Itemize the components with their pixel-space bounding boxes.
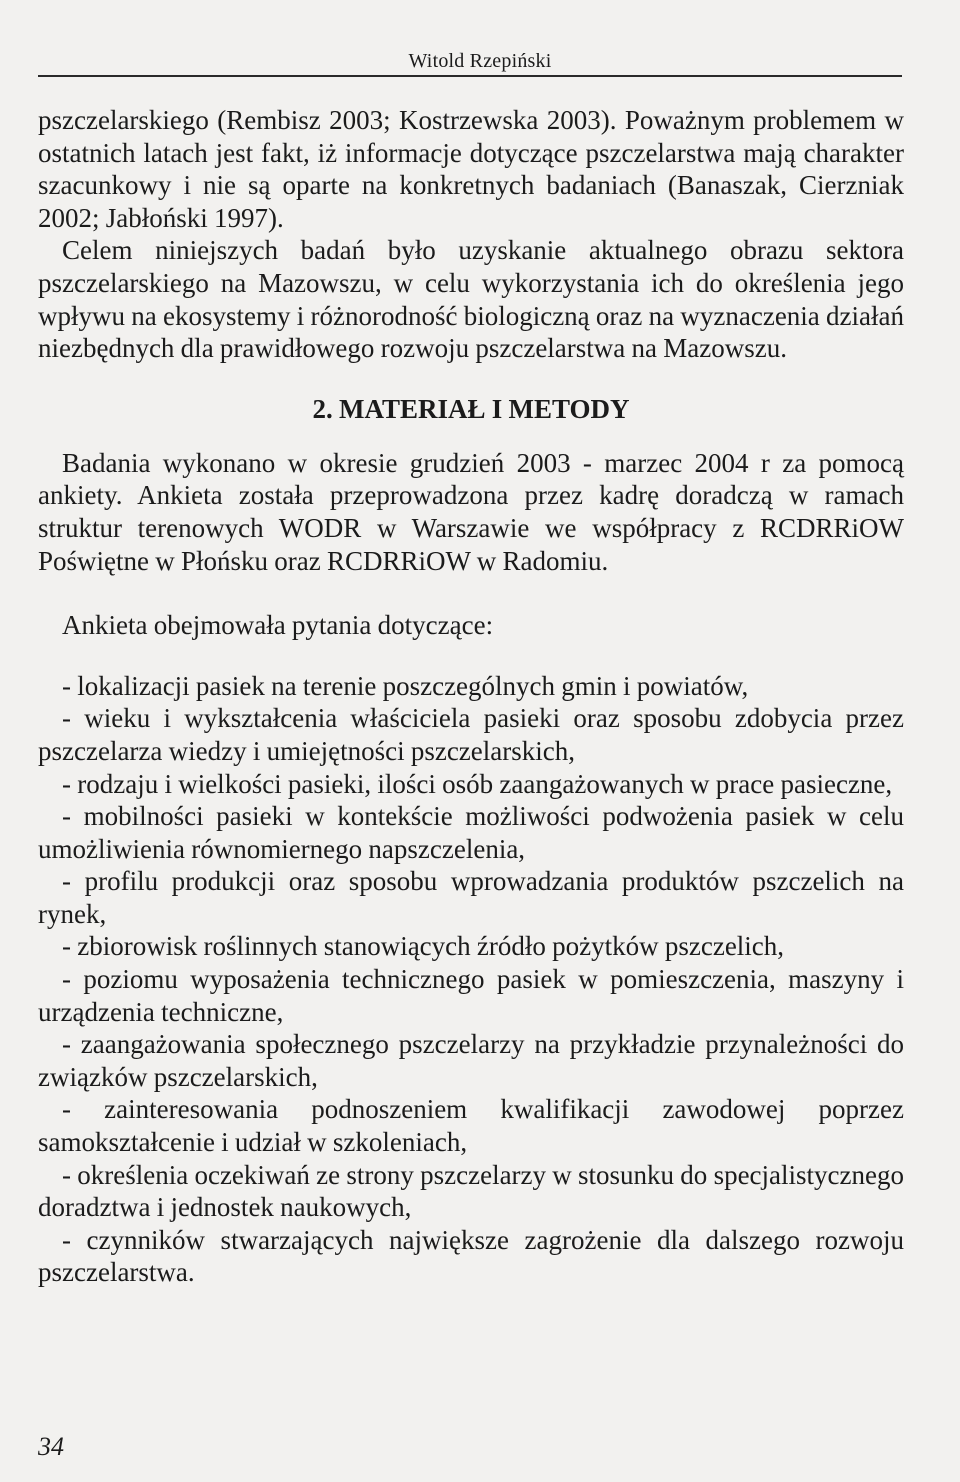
page-number: 34 — [38, 1432, 64, 1461]
running-header-author: Witold Rzepiński — [408, 50, 552, 72]
list-item: - lokalizacji pasiek na terenie poszczególnych gmin i powiatów, — [62, 670, 749, 701]
survey-topics-list — [38, 670, 904, 1289]
intro-paragraph-aim: Celem niniejszych badań było uzyskanie aktualnego obrazu sektora pszczelarskiego na Mazowszu, w celu wykorzystania ich do określenia jego wpływu na ekosystemy i różnorodność biologiczną oraz na wyznaczenia działań niezbędnych dla prawidłowego rozwoju pszczelarstwa na Mazowszu. — [38, 235, 904, 364]
list-item: - poziomu wyposażenia technicznego pasiek w pomieszczenia, maszyny i urządzenia techniczne, — [38, 964, 904, 1027]
survey-intro-paragraph: Ankieta obejmowała pytania dotyczące: — [62, 610, 494, 641]
section-heading: 2. MATERIAŁ I METODY — [312, 393, 630, 424]
list-item: - wieku i wykształcenia właściciela pasieki oraz sposobu zdobycia przez pszczelarza wiedzy i umiejętności pszczelarskich, — [38, 703, 904, 766]
body-text — [38, 104, 904, 1289]
header-rule — [38, 75, 902, 77]
list-item: - określenia oczekiwań ze strony pszczelarzy w stosunku do specjalistycznego doradztwa i jednostek naukowych, — [38, 1159, 904, 1223]
list-item: - czynników stwarzających największe zagrożenie dla dalszego rozwoju pszczelarstwa. — [38, 1224, 904, 1288]
intro-paragraph-continued: pszczelarskiego (Rembisz 2003; Kostrzewska 2003). Poważnym problemem w ostatnich latach jest fakt, iż informacje dotyczące pszczelarstwa mają charakter szacunkowy i nie są oparte na konkretnych badaniach (Banaszak, Cierzniak 2002; Jabłoński 1997). — [38, 105, 904, 233]
methods-paragraph: Badania wykonano w okresie grudzień 2003 - marzec 2004 r za pomocą ankiety. Ankieta została przeprowadzona przez kadrę doradczą w ramach struktur terenowych WODR w Warszawie we współpracy z RCDRRiOW Poświętne w Płońsku oraz RCDRRiOW w Radomiu. — [38, 447, 904, 576]
list-item: - profilu produkcji oraz sposobu wprowadzania produktów pszczelich na rynek, — [38, 866, 904, 929]
list-item: - rodzaju i wielkości pasieki, ilości osób zaangażowanych w prace pasieczne, — [62, 768, 893, 799]
list-item: - zaangażowania społecznego pszczelarzy na przykładzie przynależności do związków pszczelarskich, — [38, 1029, 904, 1092]
list-item: - zbiorowisk roślinnych stanowiących źródło pożytków pszczelich, — [62, 931, 785, 962]
list-item: - zainteresowania podnoszeniem kwalifikacji zawodowej poprzez samokształcenie i udział w szkoleniach, — [38, 1094, 904, 1158]
list-item: - mobilności pasieki w kontekście możliwości podwożenia pasiek w celu umożliwienia równomiernego napszczelenia, — [38, 801, 904, 864]
